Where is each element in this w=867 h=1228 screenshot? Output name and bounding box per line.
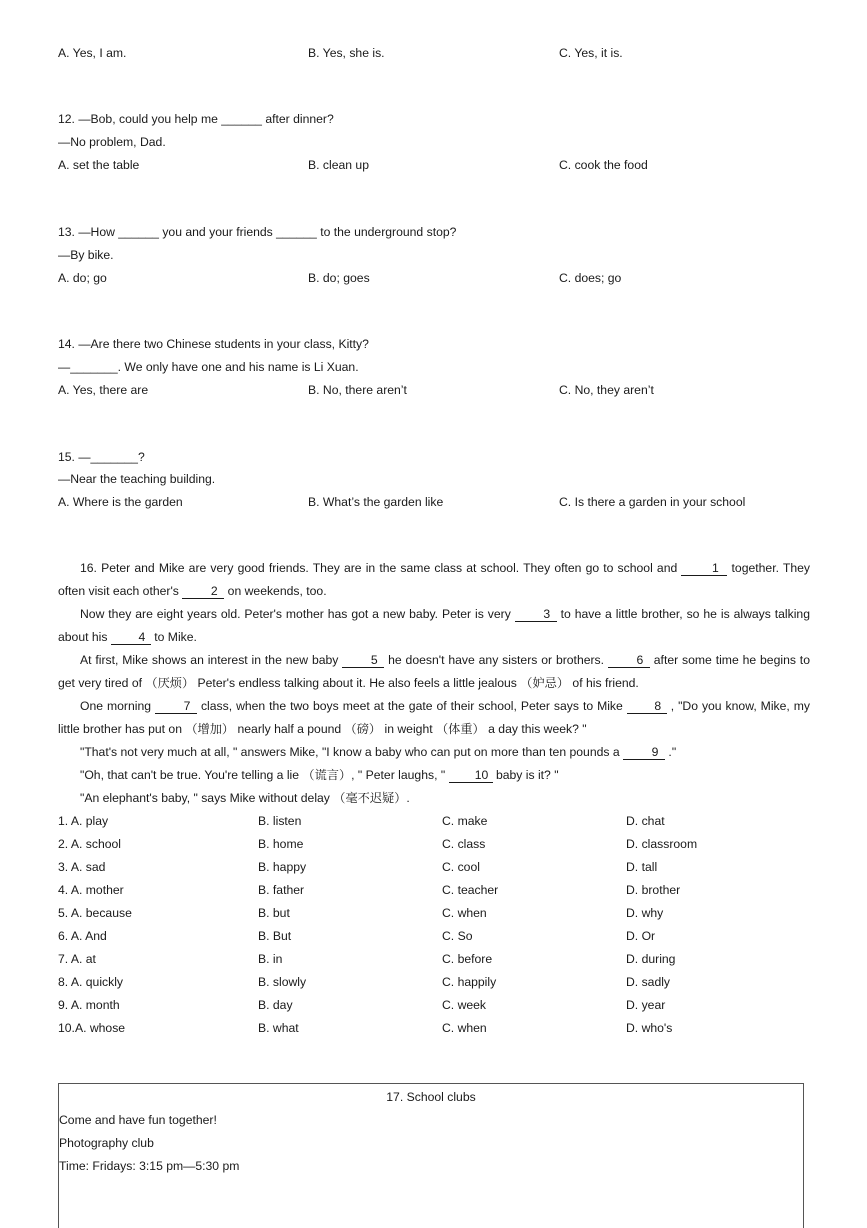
blank-5: 5 bbox=[342, 654, 384, 668]
cloze-option-7-b: B. in bbox=[258, 952, 283, 966]
passage-text: 16. Peter and Mike are very good friends. They are in the same class at school. They often go to school and bbox=[80, 561, 682, 575]
q14-option-a: A. Yes, there are bbox=[58, 383, 149, 397]
q15-option-a: A. Where is the garden bbox=[58, 495, 183, 509]
blank-4: 4 bbox=[111, 631, 151, 645]
q15-option-b: B. What’s the garden like bbox=[308, 495, 444, 509]
school-clubs-line-3: Time: Fridays: 3:15 pm—5:30 pm bbox=[59, 1159, 240, 1173]
cloze-option-7-a: 7. A. at bbox=[58, 952, 96, 966]
cloze-option-1-d: D. chat bbox=[626, 814, 665, 828]
passage-text: ." bbox=[665, 745, 677, 759]
cloze-option-5-a: 5. A. because bbox=[58, 906, 132, 920]
blank-10: 10 bbox=[449, 769, 493, 783]
blank-7: 7 bbox=[155, 700, 197, 714]
passage-text: "Oh, that can't be true. You're telling a lie （谎言）, " Peter laughs, " bbox=[80, 768, 449, 782]
blank-2: 2 bbox=[182, 585, 224, 599]
cloze-option-9-b: B. day bbox=[258, 998, 293, 1012]
passage-paragraph-3 bbox=[58, 649, 810, 695]
cloze-option-7-d: D. during bbox=[626, 952, 676, 966]
q11-option-a: A. Yes, I am. bbox=[58, 46, 127, 60]
q14-option-b: B. No, there aren’t bbox=[308, 383, 407, 397]
passage-text: class, when the two boys meet at the gate of their school, Peter says to Mike bbox=[197, 699, 627, 713]
cloze-option-4-d: D. brother bbox=[626, 883, 681, 897]
cloze-option-8-c: C. happily bbox=[442, 975, 497, 989]
passage-paragraph-5 bbox=[58, 741, 810, 764]
passage-text: he doesn't have any sisters or brothers. bbox=[384, 653, 608, 667]
cloze-option-6-b: B. But bbox=[258, 929, 292, 943]
blank-1: 1 bbox=[681, 562, 727, 576]
cloze-option-9-d: D. year bbox=[626, 998, 666, 1012]
blank-9: 9 bbox=[623, 746, 665, 760]
cloze-option-9-c: C. week bbox=[442, 998, 487, 1012]
q13-option-a: A. do; go bbox=[58, 271, 107, 285]
q13-option-b: B. do; goes bbox=[308, 271, 370, 285]
passage-text: to Mike. bbox=[150, 630, 197, 644]
blank-8: 8 bbox=[627, 700, 667, 714]
cloze-option-1-a: 1. A. play bbox=[58, 814, 109, 828]
passage-text: after some time he begins to get very tired of （厌烦） Peter's endless talking about it. He also feels a little jealous （妒忌） of his friend. bbox=[58, 653, 810, 690]
passage-text: At first, Mike shows an interest in the new baby bbox=[80, 653, 343, 667]
cloze-option-10-d: D. who's bbox=[626, 1021, 673, 1035]
q15-stem: 15. —_______? bbox=[58, 450, 145, 464]
cloze-option-10-a: 10.A. whose bbox=[58, 1021, 126, 1035]
cloze-option-2-c: C. class bbox=[442, 837, 486, 851]
passage-text: , "Do you know, Mike, my little brother has put on （增加） nearly half a pound （磅） in weight （体重） a day this week? " bbox=[58, 699, 810, 736]
school-clubs-line-2: Photography club bbox=[59, 1136, 154, 1150]
q12-option-c: C. cook the food bbox=[559, 158, 648, 172]
cloze-option-6-a: 6. A. And bbox=[58, 929, 107, 943]
q15-option-c: C. Is there a garden in your school bbox=[559, 495, 746, 509]
passage-text: together. They often visit each other's bbox=[58, 561, 810, 598]
passage-text: baby is it? " bbox=[492, 768, 559, 782]
passage-paragraph-7: "An elephant's baby, " says Mike without delay （毫不迟疑）. bbox=[80, 791, 410, 805]
cloze-option-5-d: D. why bbox=[626, 906, 664, 920]
passage-text: One morning bbox=[80, 699, 155, 713]
cloze-option-3-a: 3. A. sad bbox=[58, 860, 106, 874]
cloze-option-3-b: B. happy bbox=[258, 860, 307, 874]
blank-3: 3 bbox=[515, 608, 557, 622]
cloze-option-2-d: D. classroom bbox=[626, 837, 698, 851]
cloze-option-2-a: 2. A. school bbox=[58, 837, 122, 851]
passage-paragraph-6 bbox=[58, 764, 810, 787]
school-clubs-box bbox=[58, 1083, 804, 1228]
q14-reply: —_______. We only have one and his name is Li Xuan. bbox=[58, 360, 359, 374]
cloze-option-5-c: C. when bbox=[442, 906, 487, 920]
q13-stem: 13. —How ______ you and your friends ______ to the underground stop? bbox=[58, 225, 457, 239]
q12-stem: 12. —Bob, could you help me ______ after dinner? bbox=[58, 112, 334, 126]
cloze-option-3-d: D. tall bbox=[626, 860, 658, 874]
q12-reply: —No problem, Dad. bbox=[58, 135, 166, 149]
q14-stem: 14. —Are there two Chinese students in your class, Kitty? bbox=[58, 337, 369, 351]
cloze-option-10-c: C. when bbox=[442, 1021, 487, 1035]
passage-text: Now they are eight years old. Peter's mother has got a new baby. Peter is very bbox=[80, 607, 515, 621]
school-clubs-line-1: Come and have fun together! bbox=[59, 1113, 217, 1127]
cloze-option-4-b: B. father bbox=[258, 883, 305, 897]
cloze-option-9-a: 9. A. month bbox=[58, 998, 120, 1012]
cloze-option-3-c: C. cool bbox=[442, 860, 480, 874]
cloze-option-8-b: B. slowly bbox=[258, 975, 307, 989]
q13-reply: —By bike. bbox=[58, 248, 114, 262]
passage-paragraph-4 bbox=[58, 695, 810, 741]
q12-option-a: A. set the table bbox=[58, 158, 140, 172]
school-clubs-title: 17. School clubs bbox=[386, 1090, 476, 1104]
passage-text: on weekends, too. bbox=[224, 584, 327, 598]
passage-paragraph-2 bbox=[58, 603, 810, 649]
cloze-option-4-c: C. teacher bbox=[442, 883, 499, 897]
cloze-option-4-a: 4. A. mother bbox=[58, 883, 124, 897]
q12-option-b: B. clean up bbox=[308, 158, 369, 172]
cloze-option-5-b: B. but bbox=[258, 906, 290, 920]
q14-option-c: C. No, they aren’t bbox=[559, 383, 654, 397]
q15-reply: —Near the teaching building. bbox=[58, 472, 216, 486]
cloze-option-8-a: 8. A. quickly bbox=[58, 975, 124, 989]
cloze-option-8-d: D. sadly bbox=[626, 975, 671, 989]
cloze-option-1-b: B. listen bbox=[258, 814, 302, 828]
cloze-option-10-b: B. what bbox=[258, 1021, 299, 1035]
cloze-option-7-c: C. before bbox=[442, 952, 493, 966]
cloze-option-6-c: C. So bbox=[442, 929, 473, 943]
passage-paragraph-1 bbox=[58, 557, 810, 603]
q11-option-b: B. Yes, she is. bbox=[308, 46, 385, 60]
q13-option-c: C. does; go bbox=[559, 271, 622, 285]
q11-option-c: C. Yes, it is. bbox=[559, 46, 623, 60]
cloze-option-6-d: D. Or bbox=[626, 929, 656, 943]
cloze-passage bbox=[58, 557, 810, 810]
blank-6: 6 bbox=[608, 654, 650, 668]
passage-text: to have a little brother, so he is always talking about his bbox=[58, 607, 810, 644]
cloze-option-2-b: B. home bbox=[258, 837, 304, 851]
cloze-option-1-c: C. make bbox=[442, 814, 488, 828]
passage-text: "That's not very much at all, " answers Mike, "I know a baby who can put on more than ten pounds a bbox=[80, 745, 624, 759]
